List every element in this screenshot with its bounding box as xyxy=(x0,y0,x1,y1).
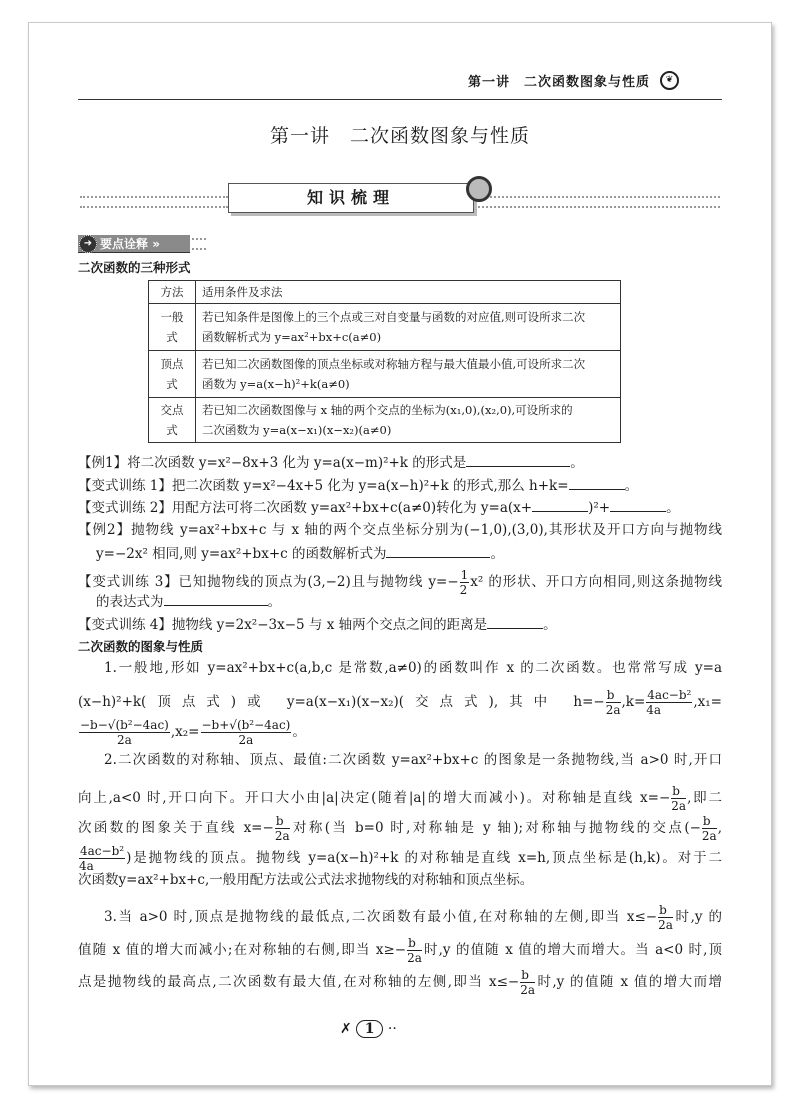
table-row xyxy=(149,304,621,351)
text-run: 对称(当 b=0 时,对称轴是 y 轴);对称轴与抛物线的交点(− xyxy=(290,820,701,836)
cell-line: 函数为 y=a(x−h)²+k(a≠0) xyxy=(202,377,350,391)
numerator: 4ac−b² xyxy=(647,688,692,702)
method-cell: 一般式 xyxy=(149,304,196,351)
text-run: 时,y 的值随 x 值的增大而增大。当 a<0 时,顶 xyxy=(422,942,722,958)
denominator: 2a xyxy=(701,829,717,843)
book-emblem-icon: ❦ xyxy=(660,71,679,90)
denominator: 2a xyxy=(117,733,132,747)
header-rule xyxy=(78,99,722,100)
denominator: 4a xyxy=(646,703,662,717)
key-points-badge: ➜ 要点诠释 » xyxy=(78,235,190,253)
text-run: )是抛物线的顶点。抛物线 y=a(x−h)²+k 的对称轴是直线 x=h,顶点坐标是(h,k)。对于二 xyxy=(126,850,722,866)
variant-exercise-4 xyxy=(78,614,557,634)
denominator: 4a xyxy=(79,859,94,873)
badge-dots xyxy=(192,238,206,250)
text-run: 。 xyxy=(666,500,680,516)
text-run: 次函数y=ax²+bx+c,一般用配方法或公式法求抛物线的对称轴和顶点坐标。 xyxy=(78,872,534,888)
fraction xyxy=(646,688,692,717)
condition-cell xyxy=(196,351,621,398)
magnifier-icon xyxy=(466,176,492,202)
text-run: ,x₁= xyxy=(693,694,722,710)
text-run: 向上,a<0 时,开口向下。开口大小由|a|决定(随着|a|的增大而减小)。对称轴是直线 x=− xyxy=(78,790,671,806)
fraction xyxy=(79,718,170,747)
table-header: 方法 xyxy=(149,281,196,304)
fraction xyxy=(79,844,125,873)
numerator: b xyxy=(606,688,621,703)
text-run: )²+ xyxy=(588,500,611,516)
text-run: 时,y 的值随 x 值的增大而增 xyxy=(536,974,722,990)
numerator: b xyxy=(702,814,717,829)
text-run: 。 xyxy=(267,594,281,610)
answer-blank xyxy=(532,497,588,512)
cell-line: 若已知条件是图像上的三个点或三对自变量与函数的对应值,则可设所求二次 xyxy=(202,310,586,324)
answer-blank xyxy=(386,543,490,558)
numerator: 1 xyxy=(460,568,469,582)
runner-icon: ✗ xyxy=(340,1021,352,1037)
text-run: , xyxy=(717,820,722,836)
answer-blank xyxy=(487,614,543,629)
text-run: 【变式训练 2】用配方法可将二次函数 y=ax²+bx+c(a≠0)转化为 y=a(x+ xyxy=(78,500,533,516)
subheading-three-forms: 二次函数的三种形式 xyxy=(78,260,191,275)
fraction xyxy=(702,814,717,843)
text-run: 次函数的图象关于直线 x=− xyxy=(78,820,274,836)
denominator: 2a xyxy=(605,703,621,717)
cell-line: 若已知二次函数图像的顶点坐标或对称轴方程与最大值最小值,可设所求二次 xyxy=(202,357,586,371)
section-heading: 知识梳理 xyxy=(228,183,474,213)
numerator: −b+√(b²−4ac) xyxy=(201,718,291,732)
example-1 xyxy=(78,452,584,472)
text-run: ,x₂= xyxy=(170,724,200,740)
table-header-row xyxy=(149,281,621,304)
paragraph-1-line xyxy=(104,659,722,677)
denominator: 2a xyxy=(238,733,254,747)
text-run: 的表达式为 xyxy=(96,594,164,610)
text-run: 。 xyxy=(543,617,557,633)
subheading-graph-properties: 二次函数的图象与性质 xyxy=(78,639,204,654)
fraction xyxy=(606,688,621,717)
page-title: 第一讲 二次函数图象与性质 xyxy=(269,125,530,147)
paragraph-2-line xyxy=(78,844,722,873)
text-run: 2.二次函数的对称轴、顶点、最值:二次函数 y=ax²+bx+c 的图象是一条抛物线,当 a>0 时,开口 xyxy=(104,752,722,768)
text-run: 1.一般地,形如 y=ax²+bx+c(a,b,c 是常数,a≠0)的函数叫作 x 的二次函数。也常常写成 y=a xyxy=(104,660,722,676)
fraction xyxy=(201,718,292,747)
paragraph-2-line xyxy=(78,784,722,813)
numerator: −b−√(b²−4ac) xyxy=(80,718,169,732)
text-run: 【例2】抛物线 y=ax²+bx+c 与 x 轴的两个交点坐标分别为(−1,0),(3,0),其形状及开口方向与抛物线 xyxy=(78,522,722,538)
variant-exercise-1 xyxy=(78,475,638,495)
text-run: 。 xyxy=(292,724,306,740)
badge-label: 要点诠释 xyxy=(100,237,149,251)
cell-line: 若已知二次函数图像与 x 轴的两个交点的坐标为(x₁,0),(x₂,0),可设所求的 xyxy=(202,403,573,417)
fraction xyxy=(460,568,470,597)
paragraph-2-line xyxy=(78,871,533,889)
numerator: b xyxy=(275,814,290,829)
numerator: b xyxy=(658,903,673,918)
numerator: b xyxy=(520,968,535,983)
forms-table xyxy=(148,280,621,443)
answer-blank xyxy=(466,452,570,467)
cell-line: 函数解析式为 y=ax²+bx+c(a≠0) xyxy=(202,330,382,344)
method-cell: 交点式 xyxy=(149,398,196,443)
fraction xyxy=(275,814,290,843)
running-header: 第一讲 二次函数图象与性质 xyxy=(467,75,650,90)
fraction xyxy=(407,936,422,965)
variant-exercise-2 xyxy=(78,497,680,517)
text-run: 【变式训练 4】抛物线 y=2x²−3x−5 与 x 轴两个交点之间的距离是 xyxy=(78,617,488,633)
denominator: 2a xyxy=(407,951,422,965)
variant-exercise-3-line-2 xyxy=(96,591,281,611)
arrow-circle-icon: ➜ xyxy=(79,235,97,253)
answer-blank xyxy=(164,591,268,606)
text-run: 时,y 的 xyxy=(673,909,722,925)
text-run: 【例1】将二次函数 y=x²−8x+3 化为 y=a(x−m)²+k 的形式是 xyxy=(78,455,467,471)
page-number: 1 xyxy=(356,1020,384,1038)
condition-cell xyxy=(196,304,621,351)
text-run: 。 xyxy=(624,478,639,494)
text-run: 点是抛物线的最高点,二次函数有最大值,在对称轴的左侧,即当 x≤− xyxy=(78,974,520,990)
denominator: 2a xyxy=(671,799,687,813)
paragraph-1-line xyxy=(78,688,722,717)
paragraph-3-line xyxy=(78,936,722,965)
text-run: 【变式训练 3】已知抛物线的顶点为(3,−2)且与抛物线 y=− xyxy=(78,574,459,590)
method-cell: 顶点式 xyxy=(149,351,196,398)
denominator: 2a xyxy=(274,829,290,843)
answer-blank xyxy=(569,475,625,490)
text-run: y=−2x² 相同,则 y=ax²+bx+c 的函数解析式为 xyxy=(96,546,387,562)
text-run: ,即二 xyxy=(687,790,722,806)
text-run: 3.当 a>0 时,顶点是抛物线的最低点,二次函数有最小值,在对称轴的左侧,即当 x≤− xyxy=(104,909,658,925)
text-run: 值随 x 值的增大而减小;在对称轴的右侧,即当 x≥− xyxy=(78,942,407,958)
denominator: 2a xyxy=(520,983,536,997)
fraction xyxy=(520,968,535,997)
text-run: (x−h)²+k(顶点式)或 y=a(x−x₁)(x−x₂)(交点式),其中 h=− xyxy=(78,694,605,710)
condition-cell xyxy=(196,398,621,443)
example-2-line-2 xyxy=(96,543,504,563)
table-row xyxy=(149,398,621,443)
example-2-line-1 xyxy=(78,521,722,539)
denominator: 2 xyxy=(459,583,468,597)
paragraph-3-line xyxy=(104,903,722,932)
paragraph-3-line xyxy=(78,968,722,997)
text-run: 。 xyxy=(490,546,504,562)
table-row xyxy=(149,351,621,398)
paragraph-2-line xyxy=(78,814,722,843)
answer-blank xyxy=(610,497,666,512)
paragraph-1-line xyxy=(78,718,306,747)
paragraph-2-line xyxy=(104,751,722,769)
cell-line: 二次函数为 y=a(x−x₁)(x−x₂)(a≠0) xyxy=(202,423,392,437)
dotted-divider-right xyxy=(478,196,720,208)
numerator: b xyxy=(671,784,686,799)
fraction xyxy=(671,784,686,813)
numerator: 4ac−b² xyxy=(80,844,125,858)
text-run: 【变式训练 1】把二次函数 y=x²−4x+5 化为 y=a(x−h)²+k 的形式,那么 h+k= xyxy=(78,478,569,494)
numerator: b xyxy=(407,936,422,951)
fraction xyxy=(658,903,673,932)
page-footer: ✗ 1 ·· xyxy=(340,1021,397,1037)
denominator: 2a xyxy=(658,918,673,932)
table-header: 适用条件及求法 xyxy=(196,281,621,304)
text-run: ,k= xyxy=(621,694,646,710)
dotted-divider-left xyxy=(80,196,228,208)
text-run: 。 xyxy=(570,455,584,471)
text-run: x² 的形状、开口方向相同,则这条抛物线 xyxy=(470,574,722,590)
